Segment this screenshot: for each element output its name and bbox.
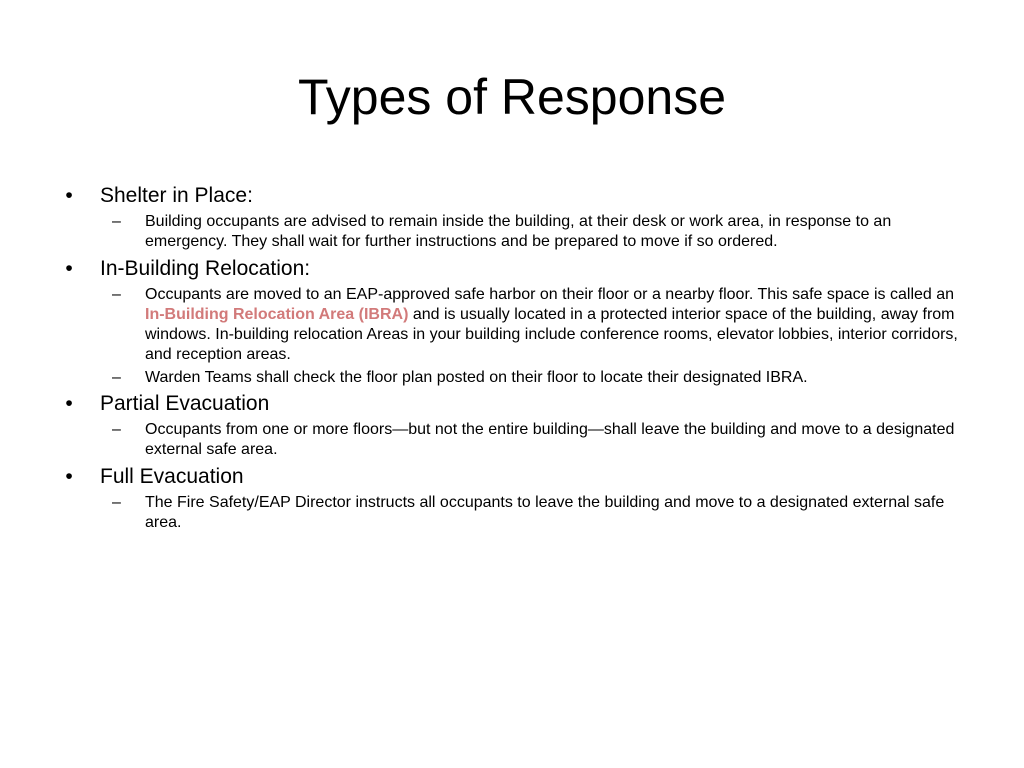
bullet-dot-icon: •: [65, 184, 73, 207]
bullet-heading: In-Building Relocation:: [100, 256, 311, 280]
bullet-dot-icon: •: [65, 464, 73, 488]
bullet-heading: Full Evacuation: [100, 464, 244, 488]
sub-item: [100, 285, 962, 366]
sub-item-text-part: Occupants are moved to an EAP-approved safe harbor on their floor or a nearby floor. This safe space is called an: [145, 285, 955, 303]
bullet-dot-icon: •: [65, 256, 73, 280]
ibra-highlight: In-Building Relocation Area (IBRA): [145, 305, 409, 323]
dash-icon: –: [112, 213, 121, 230]
slide-content: [62, 180, 962, 535]
sub-item: [100, 420, 962, 461]
dash-icon: –: [112, 493, 121, 511]
slide-title: Types of Response: [297, 69, 727, 125]
sub-item: [100, 212, 962, 253]
sub-list: [62, 493, 962, 534]
sub-item: [100, 493, 962, 534]
sub-list: [62, 212, 962, 253]
bullet-item-partial-evacuation: [62, 391, 962, 417]
sub-list: [62, 285, 962, 388]
bullet-heading: Partial Evacuation: [100, 392, 270, 416]
sub-item-text: The Fire Safety/EAP Director instructs all occupants to leave the building and move to a designated external safe area.: [145, 493, 945, 531]
dash-icon: –: [112, 368, 121, 386]
bullet-item-shelter-in-place: [62, 183, 962, 209]
bullet-dot-icon: •: [65, 392, 73, 416]
bullet-heading: Shelter in Place:: [100, 184, 253, 207]
dash-icon: –: [112, 421, 121, 439]
sub-item-text-part: and is usually located in a protected interior space of the building, away from windows. In-building relocation Areas in your building include conference rooms, elevator lobbies, interior corridors, and reception areas.: [145, 305, 958, 364]
dash-icon: –: [112, 285, 121, 303]
sub-list: [62, 420, 962, 461]
sub-item-text: Building occupants are advised to remain inside the building, at their desk or work area, in response to an emergency. They shall wait for further instructions and be prepared to move if so ordered.: [145, 213, 892, 251]
sub-item-text: Occupants from one or more floors—but not the entire building—shall leave the building and move to a designated external safe area.: [145, 421, 955, 459]
sub-item-text: Warden Teams shall check the floor plan posted on their floor to locate their designated IBRA.: [145, 368, 808, 386]
bullet-item-full-evacuation: [62, 464, 962, 490]
bullet-item-in-building-relocation: [62, 256, 962, 282]
sub-item: [100, 368, 962, 388]
